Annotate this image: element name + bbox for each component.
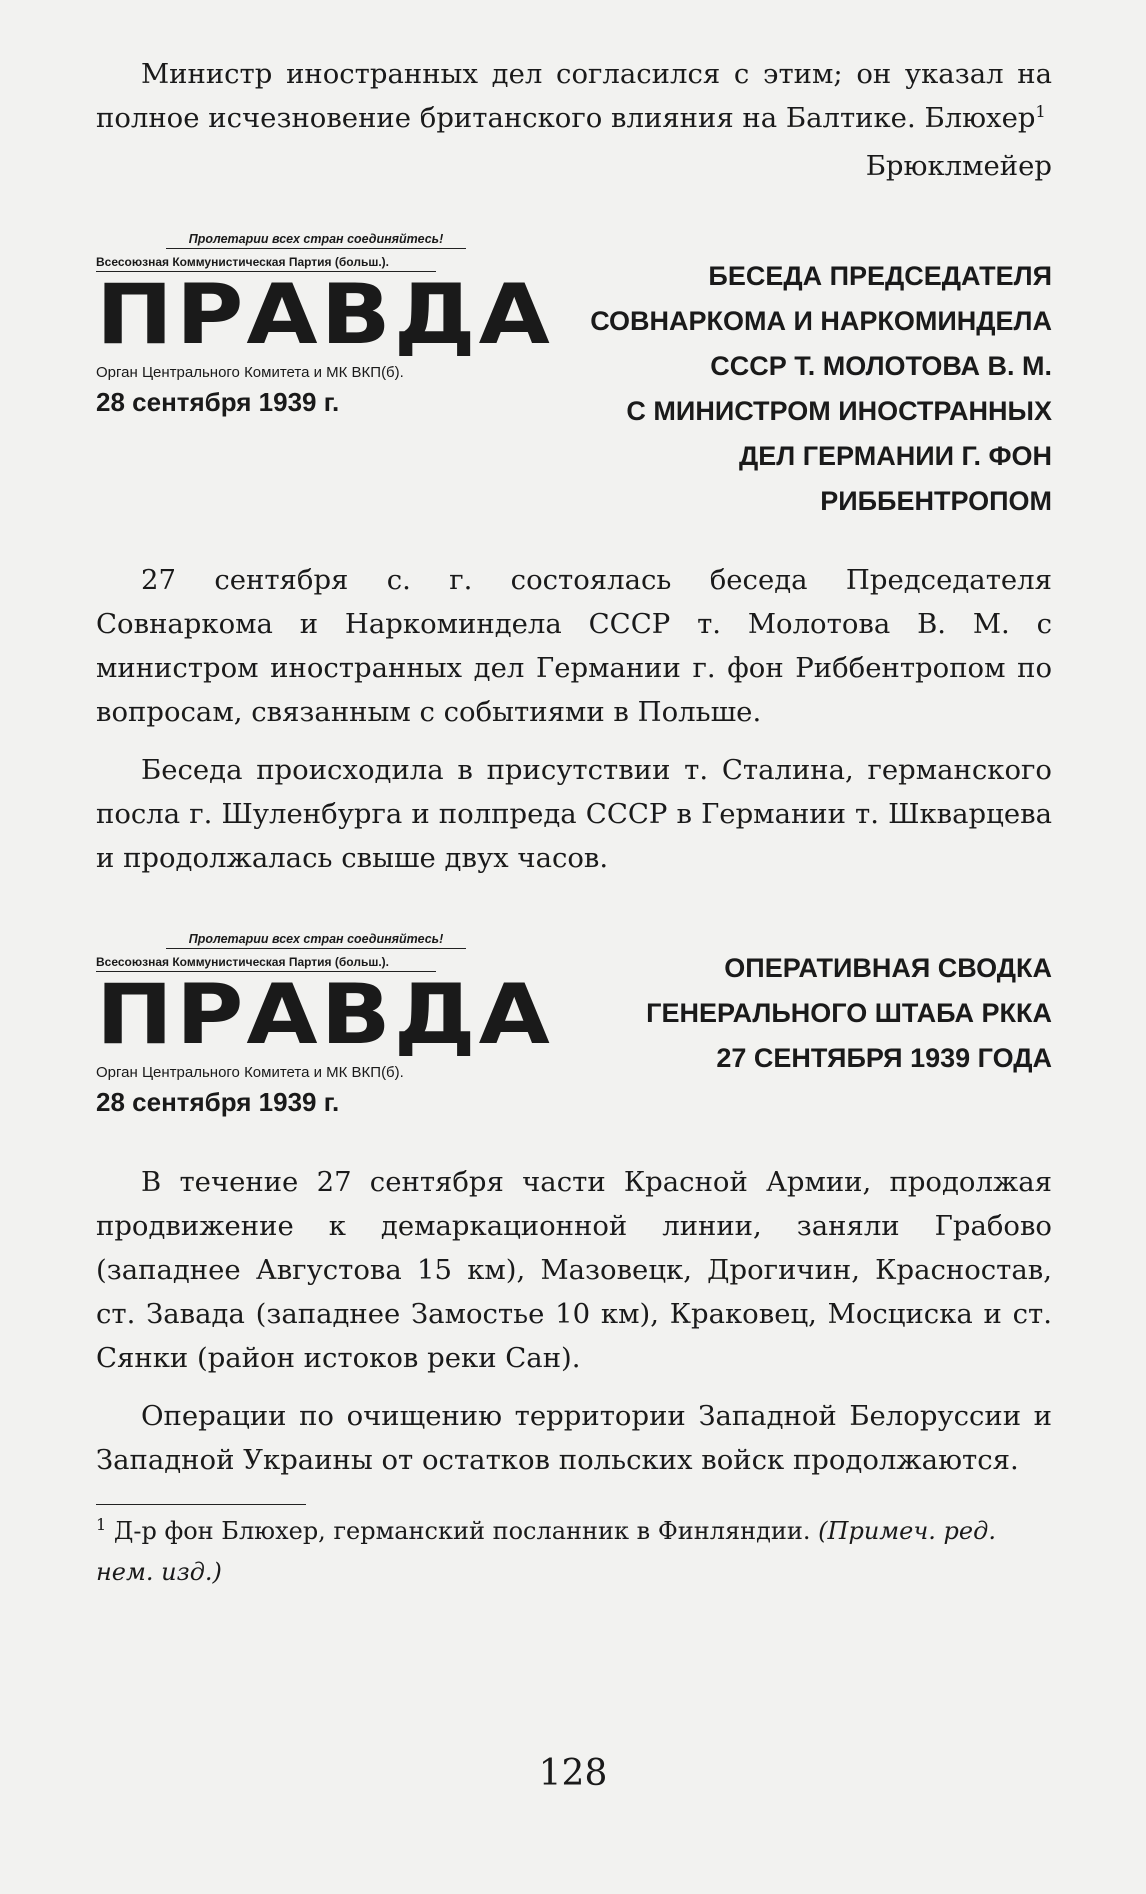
paragraph-intro: Министр иностранных дел согласился с этим; он указал на полное исчезновение британского влияния на Балтике. Блюхер$^1$	[96, 58, 1052, 134]
masthead-slogan: Пролетарии всех стран соединяйтесь!	[166, 232, 466, 249]
article-1-paragraph: 27 сентября с. г. состоялась беседа Председателя Совнаркома и Наркоминдела СССР т. Молотова В. М. с министром иностранных дел Германии г. фон Риббентропом по вопросам, связанным с событиями в Польше.	[96, 564, 1052, 728]
page-content	[96, 52, 1052, 1617]
article-2-header	[96, 932, 1052, 1118]
pravda-masthead	[96, 932, 553, 1118]
masthead-organ: Орган Центрального Комитета и МК ВКП(б).	[96, 364, 404, 381]
masthead-date: 28 сентября 1939 г.	[96, 387, 340, 417]
footnote-editor-note: (Примеч. ред. нем. изд.)	[96, 1517, 996, 1586]
footnote-ref[interactable]: 1	[1035, 101, 1046, 121]
article-2-headline: ОПЕРАТИВНАЯ СВОДКА ГЕНЕРАЛЬНОГО ШТАБА РККА 27 СЕНТЯБРЯ 1939 ГОДА	[646, 953, 1052, 1073]
article-2-paragraph: Операции по очищению территории Западной Белоруссии и Западной Украины от остатков польских войск продолжаются.	[96, 1400, 1052, 1476]
article-1-header	[96, 232, 1052, 524]
footnote-number: 1	[96, 1515, 107, 1534]
masthead-slogan: Пролетарии всех стран соединяйтесь!	[166, 932, 466, 949]
pravda-masthead	[96, 232, 553, 418]
signature: Брюклмейер	[865, 150, 1052, 182]
article-1-headline: БЕСЕДА ПРЕДСЕДАТЕЛЯ СОВНАРКОМА И НАРКОМИНДЕЛА СССР Т. МОЛОТОВА В. М. С МИНИСТРОМ ИНОСТРАННЫХ ДЕЛ ГЕРМАНИИ Г. ФОН РИББЕНТРОПОМ	[590, 261, 1052, 516]
page-number: 128	[538, 1753, 608, 1794]
masthead-title: ПРАВДА	[96, 266, 553, 363]
article-2-paragraph: В течение 27 сентября части Красной Армии, продолжая продвижение к демаркационной линии, заняли Грабово (западнее Августова 15 км), Мазовецк, Дрогичин, Красностав, ст. Завада (западнее Замостье 10 км), Краковец, Мосциска и ст. Сянки (район истоков реки Сан).	[96, 1166, 1052, 1374]
masthead-organ: Орган Центрального Комитета и МК ВКП(б).	[96, 1064, 404, 1081]
masthead-party: Всесоюзная Коммунистическая Партия (больш.).	[96, 955, 436, 972]
masthead-title: ПРАВДА	[96, 966, 553, 1063]
footnote-divider	[96, 1504, 306, 1505]
masthead-date: 28 сентября 1939 г.	[96, 1087, 340, 1117]
footnote	[96, 1511, 1052, 1593]
footnote-text: Д-р фон Блюхер, германский посланник в Финляндии.	[113, 1517, 811, 1545]
masthead-party: Всесоюзная Коммунистическая Партия (больш.).	[96, 255, 436, 272]
article-1-paragraph: Беседа происходила в присутствии т. Сталина, германского посла г. Шуленбурга и полпреда СССР в Германии т. Шкварцева и продолжалась свыше двух часов.	[96, 754, 1052, 874]
